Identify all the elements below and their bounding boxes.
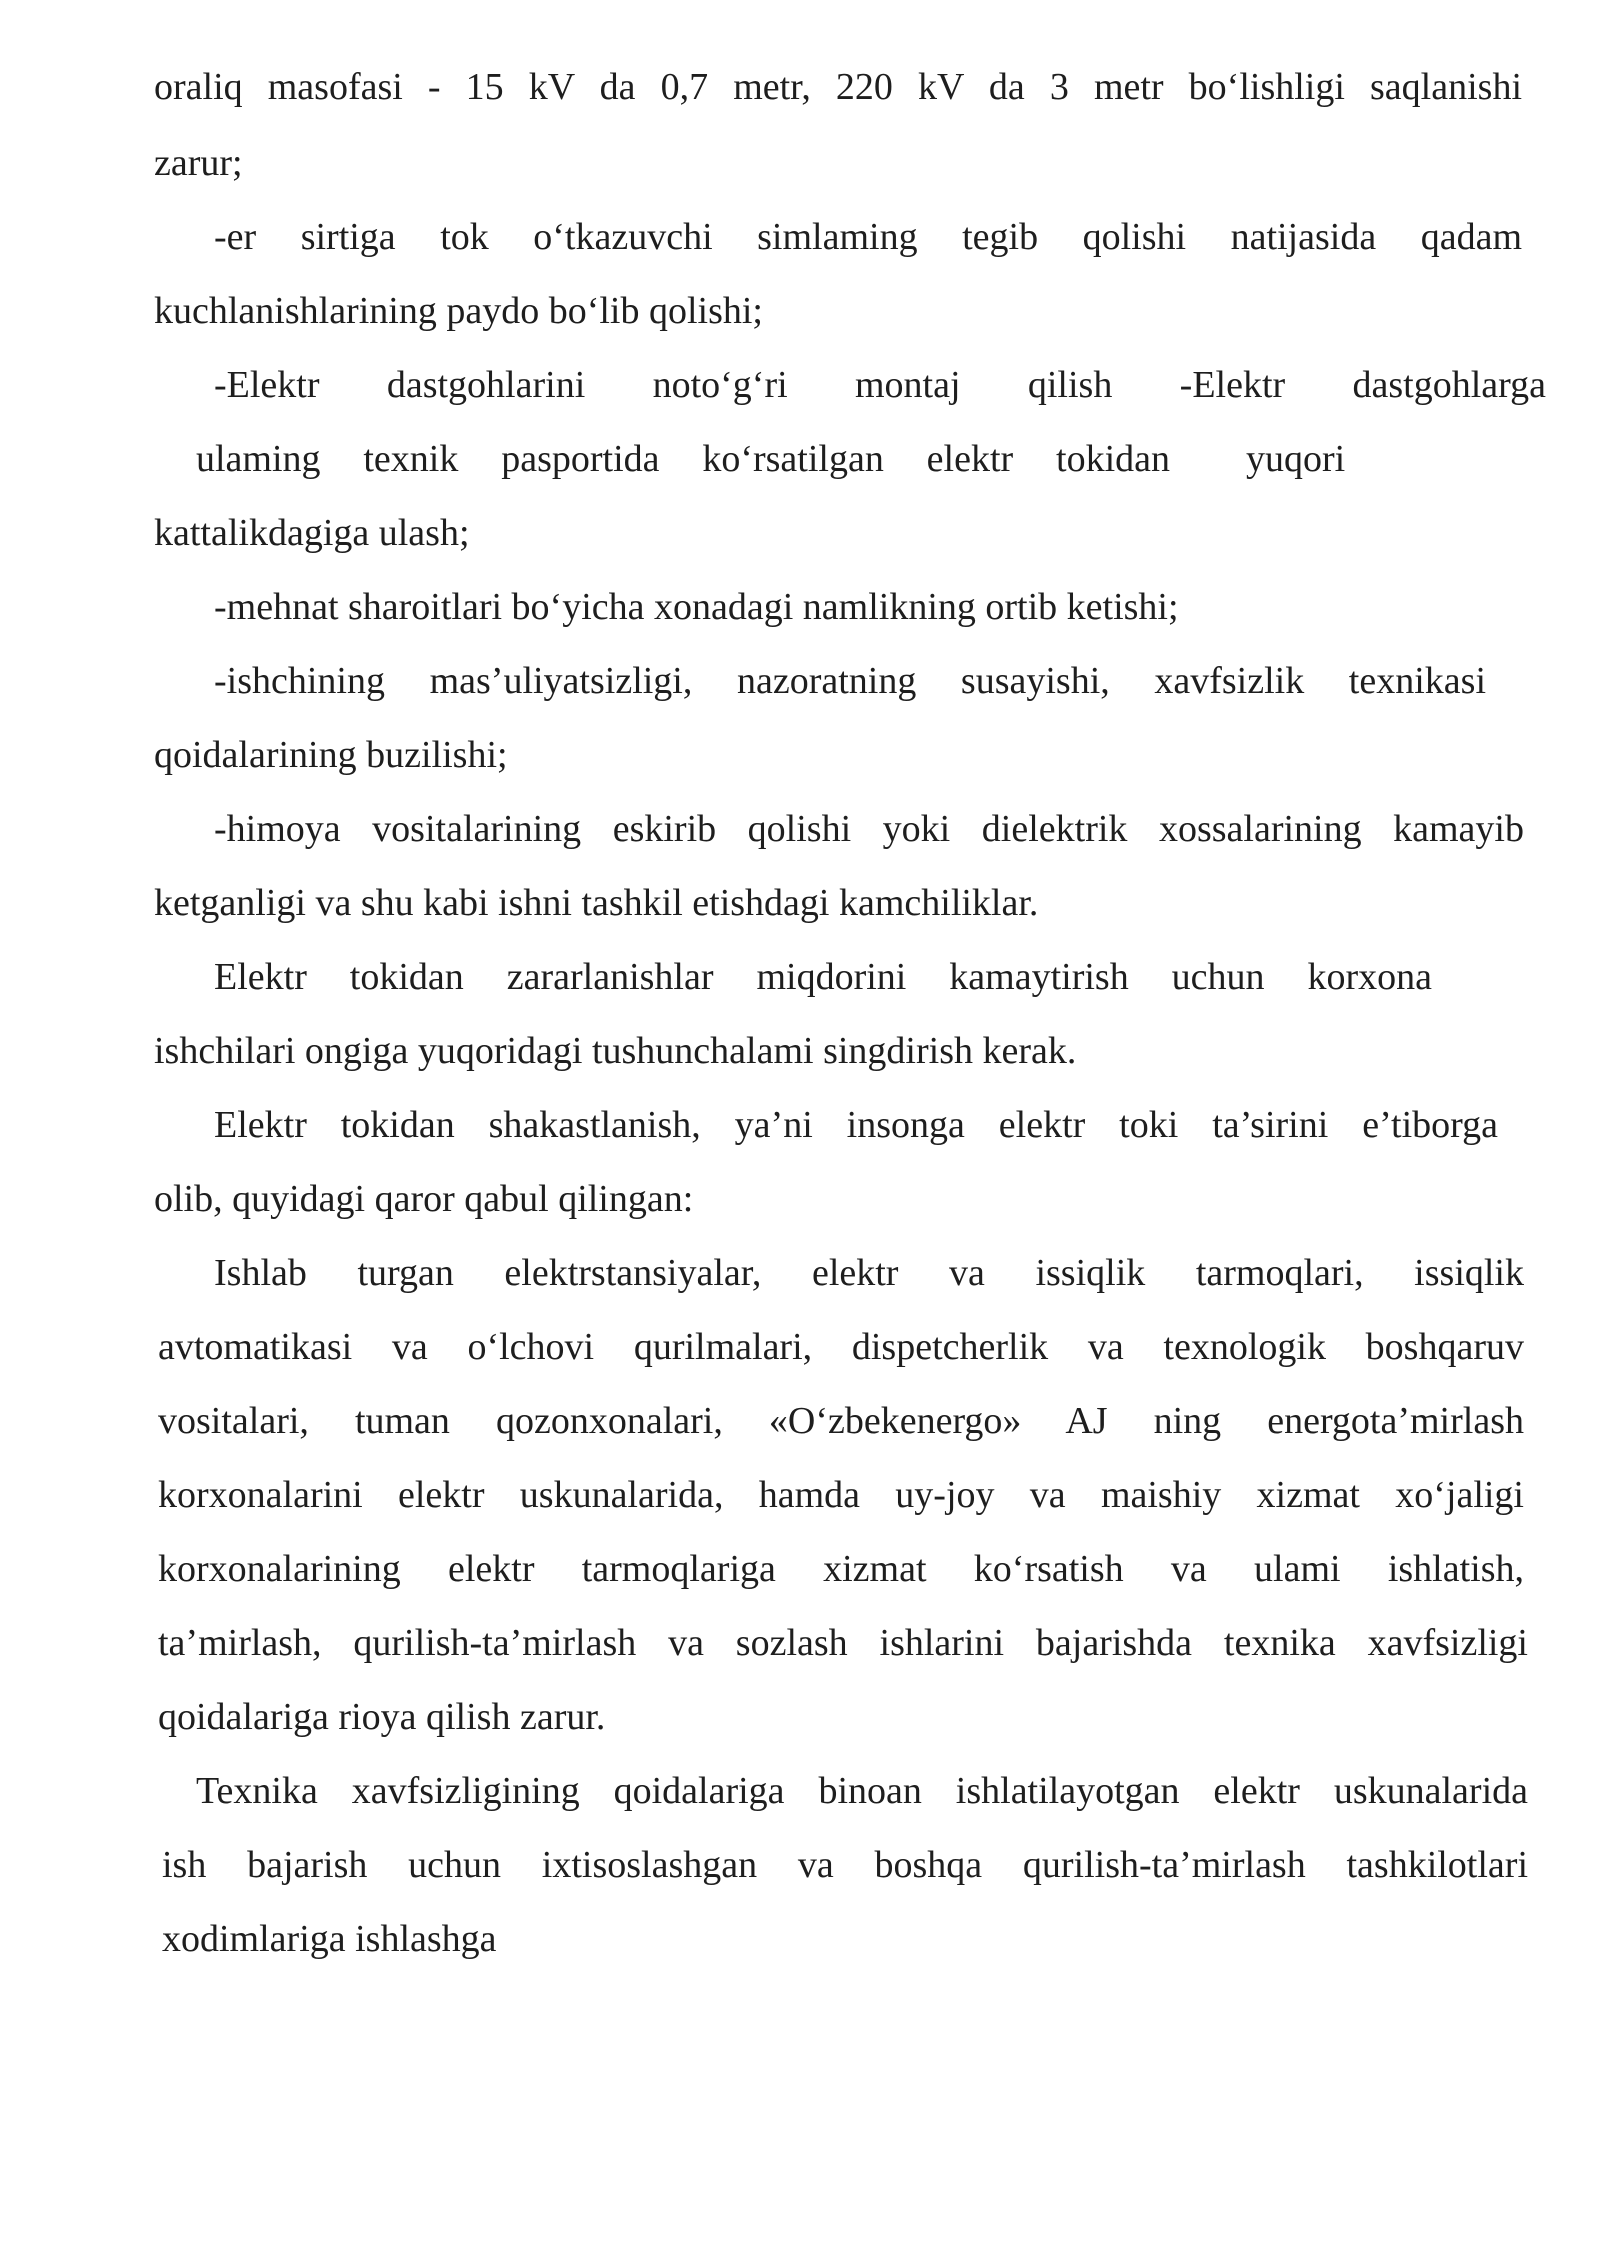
text-line: xodimlariga ishlashga xyxy=(162,1918,497,1960)
text-line: kuchlanishlarining paydo bo‘lib qolishi; xyxy=(154,290,763,332)
text-line: kattalikdagiga ulash; xyxy=(154,512,470,554)
text-line: korxonalarini elektr uskunalarida, hamda uy-joy va maishiy xizmat xo‘jaligi xyxy=(158,1476,1524,1516)
text-line: zarur; xyxy=(154,142,243,184)
text-line: korxonalarining elektr tarmoqlariga xizmat ko‘rsatish va ulami ishlatish, xyxy=(158,1550,1524,1590)
text-line: -mehnat sharoitlari bo‘yicha xonadagi namlikning ortib ketishi; xyxy=(214,586,1179,628)
text-line: -er sirtiga tok o‘tkazuvchi simlaming tegib qolishi natijasida qadam xyxy=(214,218,1522,258)
text-line: -ishchining mas’uliyatsizligi, nazoratning susayishi, xavfsizlik texnikasi xyxy=(214,662,1486,702)
text-line: ketganligi va shu kabi ishni tashkil etishdagi kamchiliklar. xyxy=(154,882,1039,924)
text-line: avtomatikasi va o‘lchovi qurilmalari, dispetcherlik va texnologik boshqaruv xyxy=(158,1328,1524,1368)
text-line: ta’mirlash, qurilish-ta’mirlash va sozlash ishlarini bajarishda texnika xavfsizligi xyxy=(158,1624,1528,1664)
text-line: Elektr tokidan shakastlanish, ya’ni insonga elektr toki ta’sirini e’tiborga xyxy=(214,1106,1498,1146)
text-line: ulaming texnik pasportida ko‘rsatilgan elektr tokidan xyxy=(196,440,1170,480)
text-line: -himoya vositalarining eskirib qolishi yoki dielektrik xossalarining kamayib xyxy=(214,810,1524,850)
text-line: -Elektr dastgohlarini noto‘g‘ri montaj qilish -Elektr dastgohlarga xyxy=(214,366,1546,406)
text-line: qoidalariga rioya qilish zarur. xyxy=(158,1696,606,1738)
text-line: oraliq masofasi - 15 kV da 0,7 metr, 220 kV da 3 metr bo‘lishligi saqlanishi xyxy=(154,68,1522,108)
text-line: Elektr tokidan zararlanishlar miqdorini kamaytirish uchun korxona xyxy=(214,958,1432,998)
text-line: yuqori xyxy=(1246,438,1346,480)
text-line: ish bajarish uchun ixtisoslashgan va boshqa qurilish-ta’mirlash tashkilotlari xyxy=(162,1846,1528,1886)
text-line: olib, quyidagi qaror qabul qilingan: xyxy=(154,1178,694,1220)
text-line: vositalari, tuman qozonxonalari, «O‘zbekenergo» AJ ning energota’mirlash xyxy=(158,1402,1524,1442)
text-line: Texnika xavfsizligining qoidalariga binoan ishlatilayotgan elektr uskunalarida xyxy=(196,1772,1528,1812)
text-line: ishchilari ongiga yuqoridagi tushunchalami singdirish kerak. xyxy=(154,1030,1077,1072)
text-line: Ishlab turgan elektrstansiyalar, elektr va issiqlik tarmoqlari, issiqlik xyxy=(214,1254,1524,1294)
text-line: qoidalarining buzilishi; xyxy=(154,734,508,776)
